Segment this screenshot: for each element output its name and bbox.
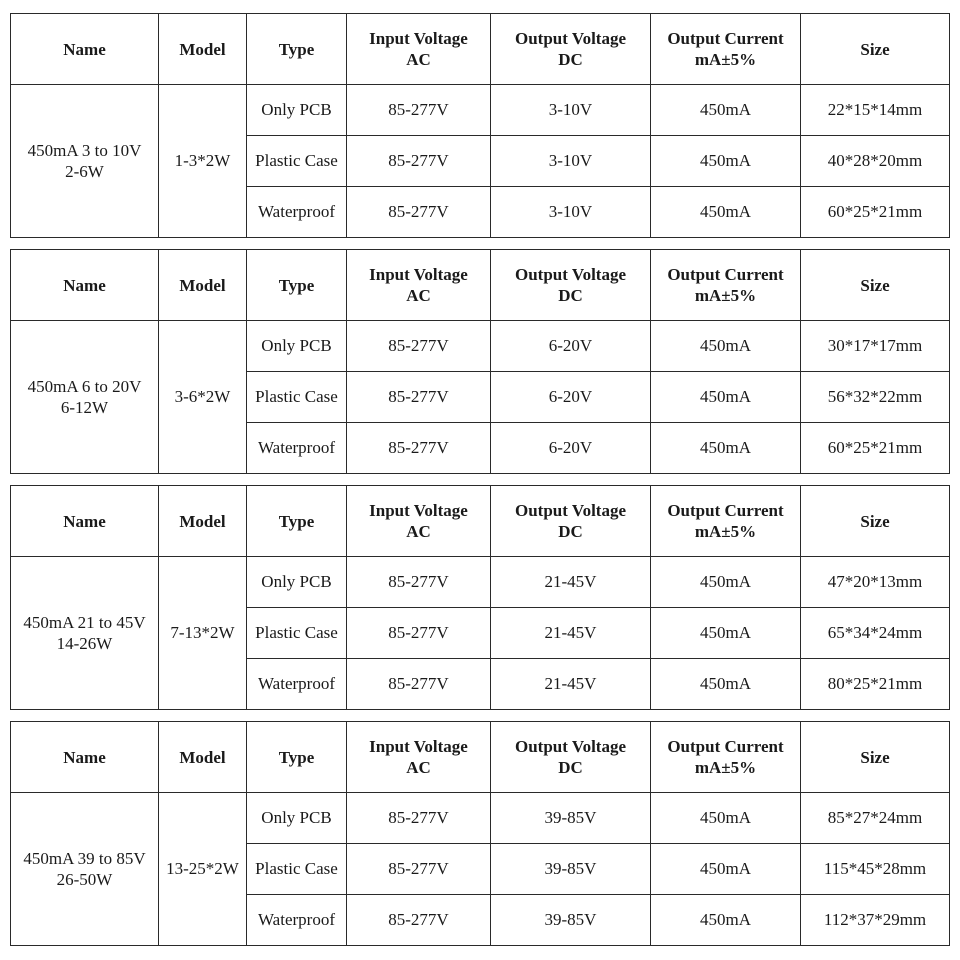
table-row	[11, 85, 950, 136]
cell-output-current: 450mA	[651, 844, 801, 895]
cell-input-voltage: 85-277V	[347, 136, 491, 187]
header-model: Model	[159, 722, 247, 793]
cell-input-voltage: 85-277V	[347, 372, 491, 423]
header-size: Size	[801, 722, 950, 793]
header-input-voltage: Input Voltage AC	[347, 14, 491, 85]
spec-table-1	[10, 13, 950, 238]
cell-input-voltage: 85-277V	[347, 608, 491, 659]
header-size: Size	[801, 250, 950, 321]
header-type: Type	[247, 722, 347, 793]
header-input-voltage: Input Voltage AC	[347, 722, 491, 793]
cell-output-current: 450mA	[651, 372, 801, 423]
product-model: 1-3*2W	[159, 85, 247, 238]
header-output-voltage: Output Voltage DC	[491, 486, 651, 557]
cell-size: 56*32*22mm	[801, 372, 950, 423]
header-model: Model	[159, 14, 247, 85]
header-output-current: Output Current mA±5%	[651, 250, 801, 321]
header-output-current: Output Current mA±5%	[651, 722, 801, 793]
cell-output-current: 450mA	[651, 608, 801, 659]
header-output-voltage: Output Voltage DC	[491, 250, 651, 321]
cell-input-voltage: 85-277V	[347, 557, 491, 608]
header-output-voltage: Output Voltage DC	[491, 14, 651, 85]
cell-output-voltage: 21-45V	[491, 557, 651, 608]
cell-output-voltage: 21-45V	[491, 659, 651, 710]
cell-output-current: 450mA	[651, 321, 801, 372]
cell-size: 60*25*21mm	[801, 423, 950, 474]
product-model: 13-25*2W	[159, 793, 247, 946]
cell-output-voltage: 6-20V	[491, 423, 651, 474]
cell-input-voltage: 85-277V	[347, 793, 491, 844]
cell-output-current: 450mA	[651, 85, 801, 136]
cell-output-current: 450mA	[651, 187, 801, 238]
table-row	[11, 321, 950, 372]
cell-output-current: 450mA	[651, 136, 801, 187]
header-output-voltage: Output Voltage DC	[491, 722, 651, 793]
spec-table-4	[10, 721, 950, 946]
cell-output-voltage: 21-45V	[491, 608, 651, 659]
cell-type: Plastic Case	[247, 136, 347, 187]
cell-size: 30*17*17mm	[801, 321, 950, 372]
cell-type: Plastic Case	[247, 844, 347, 895]
cell-type: Waterproof	[247, 895, 347, 946]
cell-type: Only PCB	[247, 321, 347, 372]
product-name: 450mA 3 to 10V 2-6W	[11, 85, 159, 238]
cell-size: 47*20*13mm	[801, 557, 950, 608]
cell-input-voltage: 85-277V	[347, 85, 491, 136]
cell-size: 22*15*14mm	[801, 85, 950, 136]
header-name: Name	[11, 14, 159, 85]
cell-output-current: 450mA	[651, 423, 801, 474]
table-row	[11, 793, 950, 844]
cell-type: Only PCB	[247, 85, 347, 136]
header-name: Name	[11, 486, 159, 557]
cell-output-voltage: 3-10V	[491, 187, 651, 238]
cell-output-current: 450mA	[651, 895, 801, 946]
cell-input-voltage: 85-277V	[347, 187, 491, 238]
cell-output-voltage: 3-10V	[491, 85, 651, 136]
cell-size: 85*27*24mm	[801, 793, 950, 844]
header-name: Name	[11, 250, 159, 321]
product-model: 7-13*2W	[159, 557, 247, 710]
cell-type: Only PCB	[247, 793, 347, 844]
header-input-voltage: Input Voltage AC	[347, 250, 491, 321]
header-model: Model	[159, 250, 247, 321]
header-type: Type	[247, 14, 347, 85]
header-input-voltage: Input Voltage AC	[347, 486, 491, 557]
header-output-current: Output Current mA±5%	[651, 14, 801, 85]
cell-type: Waterproof	[247, 423, 347, 474]
product-name: 450mA 39 to 85V 26-50W	[11, 793, 159, 946]
cell-output-voltage: 3-10V	[491, 136, 651, 187]
cell-size: 115*45*28mm	[801, 844, 950, 895]
header-type: Type	[247, 486, 347, 557]
cell-size: 60*25*21mm	[801, 187, 950, 238]
header-row	[11, 250, 950, 321]
cell-output-voltage: 39-85V	[491, 793, 651, 844]
cell-type: Waterproof	[247, 659, 347, 710]
header-row	[11, 486, 950, 557]
cell-size: 112*37*29mm	[801, 895, 950, 946]
cell-output-current: 450mA	[651, 659, 801, 710]
header-size: Size	[801, 14, 950, 85]
product-model: 3-6*2W	[159, 321, 247, 474]
header-size: Size	[801, 486, 950, 557]
spec-table-2	[10, 249, 950, 474]
cell-output-voltage: 39-85V	[491, 844, 651, 895]
cell-input-voltage: 85-277V	[347, 321, 491, 372]
spec-table-3	[10, 485, 950, 710]
cell-input-voltage: 85-277V	[347, 659, 491, 710]
product-name: 450mA 6 to 20V 6-12W	[11, 321, 159, 474]
cell-input-voltage: 85-277V	[347, 844, 491, 895]
cell-output-voltage: 6-20V	[491, 372, 651, 423]
product-name: 450mA 21 to 45V 14-26W	[11, 557, 159, 710]
cell-output-current: 450mA	[651, 557, 801, 608]
cell-output-current: 450mA	[651, 793, 801, 844]
header-model: Model	[159, 486, 247, 557]
header-row	[11, 14, 950, 85]
cell-output-voltage: 39-85V	[491, 895, 651, 946]
table-row	[11, 557, 950, 608]
cell-type: Only PCB	[247, 557, 347, 608]
cell-output-voltage: 6-20V	[491, 321, 651, 372]
header-type: Type	[247, 250, 347, 321]
header-output-current: Output Current mA±5%	[651, 486, 801, 557]
cell-input-voltage: 85-277V	[347, 423, 491, 474]
cell-type: Waterproof	[247, 187, 347, 238]
cell-type: Plastic Case	[247, 372, 347, 423]
cell-size: 65*34*24mm	[801, 608, 950, 659]
cell-size: 40*28*20mm	[801, 136, 950, 187]
cell-type: Plastic Case	[247, 608, 347, 659]
cell-input-voltage: 85-277V	[347, 895, 491, 946]
header-row	[11, 722, 950, 793]
header-name: Name	[11, 722, 159, 793]
cell-size: 80*25*21mm	[801, 659, 950, 710]
